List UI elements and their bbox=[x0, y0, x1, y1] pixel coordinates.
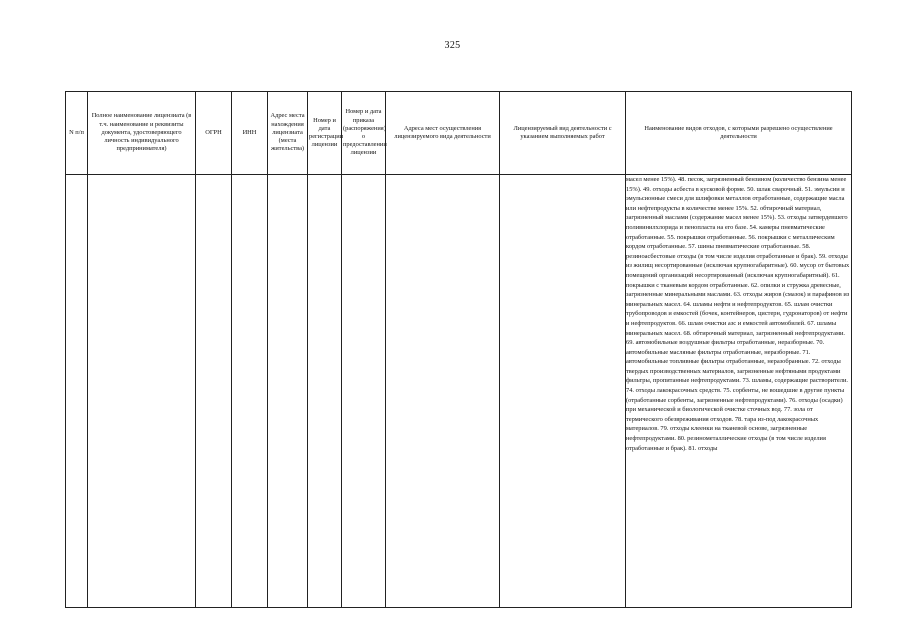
header-licensee-name: Полное наименование лицензиата (в т.ч. наименование и реквизиты документа, удостоверяющего личность индивидуального предпринимателя) bbox=[88, 92, 196, 175]
table-row bbox=[66, 175, 852, 608]
cell-waste-types: масел менее 15%). 48. песок, загрязненный бензином (количество бензина менее 15%). 49. отходы асбеста в кусковой форме. 50. шлак сварочный. 51. эмульсии и эмульсионные смеси для шлифовки металлов отработанные, содержащие масла или нефтепродукты в количестве менее 15%. 52. обтирочный материал, загрязненный маслами (содержание масел менее 15%). 53. отходы затвердевшего поливинилхлорида и пенопласта на его базе. 54. камеры пневматические отработанные. 55. покрышки отработанные. 56. покрышки с металлическим кордом отработанные. 57. шины пневматические отработанные. 58. резиноасбестовые отходы (в том числе изделия отработанные и брак). 59. отходы из жилищ несортированные (исключая крупногабаритные). 60. мусор от бытовых помещений организаций несортированный (исключая крупногабаритный). 61. покрышки с тканевым кордом отработанные. 62. опилки и стружка древесные, загрязненные минеральными маслами. 63. отходы жиров (смазок) и парафинов из минеральных масел. 64. шламы нефти и нефтепродуктов. 65. шлам очистки трубопроводов и емкостей (бочек, контейнеров, цистерн, гудронаторов) от нефти и нефтепродуктов. 66. шлам очистки азс и емкостей автомобилей. 67. шламы минеральных масел. 68. обтирочный материал, загрязненный нефтепродуктами. 69. автомобильные воздушные фильтры отработанные, неразборные. 70. автомобильные масляные фильтры отработанные, неразборные. 71. автомобильные топливные фильтры отработанные, неразобранные. 72. отходы твердых производственных материалов, загрязненные нефтяными продуктами фильтры, пропитанные нефтепродуктами. 73. шламы, содержащие растворители. 74. отходы лакокрасочных средств. 75. сорбенты, не вошедшие в другие пункты (отработанные сорбенты, загрязненные нефтепродуктами). 76. отходы (осадки) при механической и биологической очистке сточных вод. 77. зола от термического обезвреживания отходов. 78. тара из-под лакокрасочных материалов. 79. отходы клеенки на тканевой основе, загрязненные нефтепродуктами. 80. резинометаллические отходы (в том числе изделия отработанные и брак). 81. отходы bbox=[626, 175, 852, 608]
cell-activity-places bbox=[386, 175, 500, 608]
cell-number bbox=[66, 175, 88, 608]
header-waste-types: Наименование видов отходов, с которыми разрешено осуществление деятельности bbox=[626, 92, 852, 175]
header-number: N п/п bbox=[66, 92, 88, 175]
cell-address bbox=[268, 175, 308, 608]
header-row bbox=[66, 92, 852, 175]
header-activity-places: Адреса мест осуществления лицензируемого вида деятельности bbox=[386, 92, 500, 175]
cell-ogrn bbox=[196, 175, 232, 608]
header-order: Номер и дата приказа (распоряжения) о предоставлении лицензии bbox=[342, 92, 386, 175]
page-number: 325 bbox=[444, 40, 461, 51]
cell-license-registration bbox=[308, 175, 342, 608]
cell-activity-type bbox=[500, 175, 626, 608]
header-activity-type: Лицензируемый вид деятельности с указанием выполняемых работ bbox=[500, 92, 626, 175]
cell-order bbox=[342, 175, 386, 608]
header-ogrn: ОГРН bbox=[196, 92, 232, 175]
header-inn: ИНН bbox=[232, 92, 268, 175]
cell-licensee-name bbox=[88, 175, 196, 608]
cell-inn bbox=[232, 175, 268, 608]
header-license-registration: Номер и дата регистрации лицензии bbox=[308, 92, 342, 175]
license-registry-table bbox=[65, 91, 852, 608]
header-address: Адрес места нахождения лицензиата (места жительства) bbox=[268, 92, 308, 175]
